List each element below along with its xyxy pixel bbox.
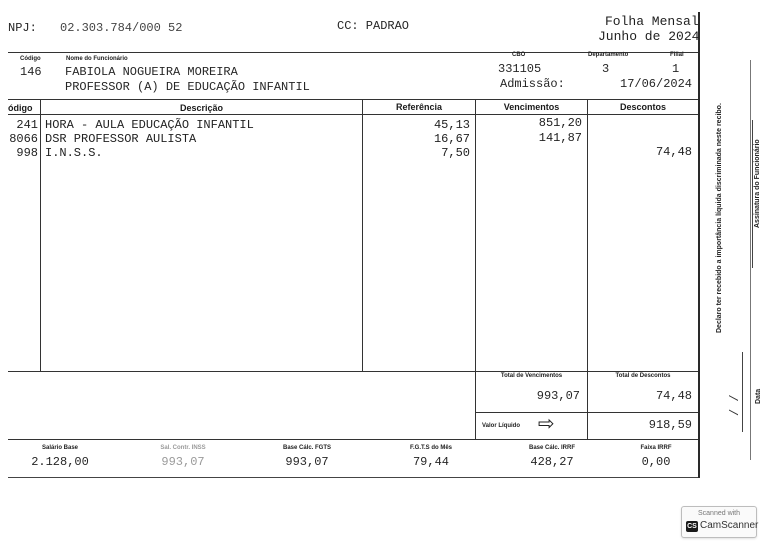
date-slashes: / /	[728, 394, 742, 416]
table-row-code: 998	[16, 146, 38, 160]
employee-code: 146	[20, 65, 42, 79]
column-header-description: Descrição	[179, 103, 224, 113]
camscanner-logo-icon: CS	[687, 523, 697, 530]
filial-value: 1	[672, 62, 680, 76]
table-row-reference: 45,13	[433, 118, 470, 132]
frame-right-edge	[698, 12, 700, 478]
col-divider-earnings	[587, 100, 588, 439]
irrf-base-value: 428,27	[530, 455, 574, 469]
table-row-code: 241	[16, 118, 38, 132]
filial-label: Filial	[670, 52, 684, 58]
cbo-label: CBO	[512, 52, 526, 58]
col-divider-reference	[475, 100, 476, 439]
fgts-base-label: Base Cálc. FGTS	[282, 445, 332, 451]
employee-role: PROFESSOR (A) DE EDUCAÇÃO INFANTIL	[65, 80, 310, 94]
department-value: 3	[602, 62, 610, 76]
col-divider-code	[40, 100, 41, 371]
column-header-earnings: Vencimentos	[503, 102, 560, 112]
frame-footer-top-line	[8, 439, 700, 440]
fgts-month-label: F.G.T.S do Mês	[409, 445, 452, 451]
signature-label: Assinatura do Funcionário	[754, 139, 761, 228]
table-row-earnings: 141,87	[538, 131, 582, 145]
total-deductions-label: Total de Descontos	[615, 373, 671, 379]
column-header-code: ódigo	[8, 103, 33, 113]
cnpj-label: NPJ:	[8, 21, 37, 35]
table-row-reference: 7,50	[441, 146, 470, 160]
frame-table-header-line	[8, 114, 700, 115]
irrf-base-label: Base Cálc. IRRF	[528, 445, 576, 451]
date-label: Data	[755, 388, 762, 404]
camscanner-brand: CamScanner	[700, 520, 759, 531]
cnpj-value: 02.303.784/000 52	[60, 21, 183, 35]
net-arrow-icon: ⇨	[538, 413, 555, 435]
frame-table-bottom-line	[8, 371, 700, 372]
frame-table-top-line	[8, 99, 700, 100]
signature-line	[752, 120, 753, 268]
employee-code-label: Código	[20, 56, 41, 62]
admission-date: 17/06/2024	[620, 77, 693, 91]
total-earnings-label: Total de Vencimentos	[500, 373, 563, 379]
table-row-code: 8066	[9, 132, 38, 146]
base-salary-label: Salário Base	[41, 445, 79, 451]
total-deductions-value: 74,48	[655, 389, 692, 403]
table-row-description: DSR PROFESSOR AULISTA	[45, 132, 197, 146]
fgts-month-value: 79,44	[412, 455, 449, 469]
net-value-label: Valor Líquido	[482, 423, 521, 429]
receipt-declaration: Declaro ter recebido a importância líquida discriminada neste recibo.	[716, 103, 723, 333]
employee-name-label: Nome do Funcionário	[66, 56, 128, 62]
scanner-watermark	[681, 506, 757, 538]
inss-base-value: 993,07	[161, 455, 205, 469]
cost-center: CC: PADRAO	[337, 19, 410, 33]
date-line	[742, 352, 743, 432]
total-earnings-value: 993,07	[536, 389, 580, 403]
column-header-deductions: Descontos	[619, 102, 666, 112]
net-value: 918,59	[648, 418, 692, 432]
column-header-reference: Referência	[395, 102, 443, 112]
table-row-earnings: 851,20	[538, 116, 582, 130]
base-salary-value: 2.128,00	[31, 455, 89, 469]
table-row-reference: 16,67	[433, 132, 470, 146]
document-period: Junho de 2024	[598, 29, 700, 44]
side-strip-right-edge	[750, 60, 751, 460]
table-row-deductions: 74,48	[655, 145, 692, 159]
table-row-description: HORA - AULA EDUCAÇÃO INFANTIL	[45, 118, 254, 132]
cbo-value: 331105	[498, 62, 542, 76]
inss-base-label: Sal. Contr. INSS	[160, 445, 206, 451]
employee-name: FABIOLA NOGUEIRA MOREIRA	[65, 65, 238, 79]
table-row-description: I.N.S.S.	[45, 146, 103, 160]
department-label: Departamento	[588, 52, 629, 58]
col-divider-description	[362, 100, 363, 371]
fgts-base-value: 993,07	[285, 455, 329, 469]
scanned-with-text: Scanned with	[697, 510, 741, 517]
admission-label: Admissão:	[500, 77, 565, 91]
irrf-band-label: Faixa IRRF	[640, 445, 672, 451]
document-title: Folha Mensal	[605, 14, 699, 29]
irrf-band-value: 0,00	[641, 455, 671, 469]
frame-bottom-line	[8, 477, 700, 478]
